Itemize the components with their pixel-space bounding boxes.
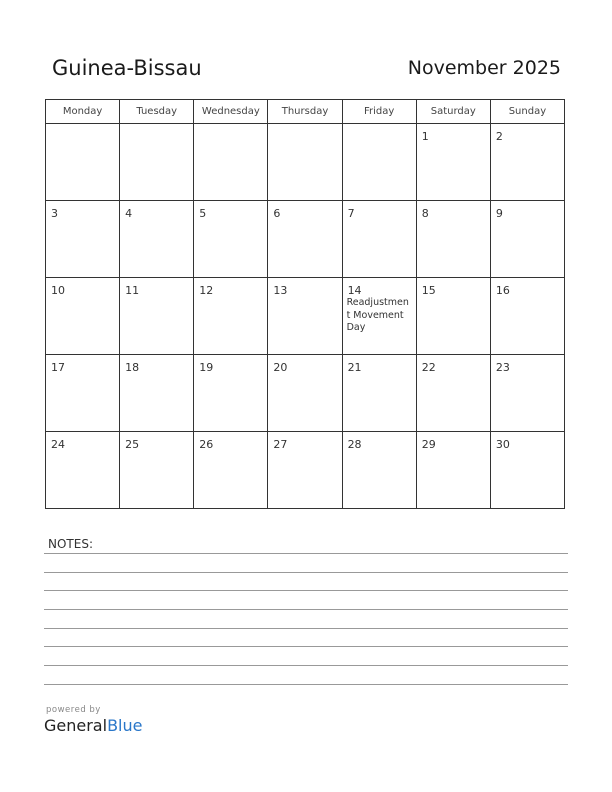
day-number: 30 — [495, 438, 510, 451]
day-cell — [416, 201, 490, 278]
day-cell — [342, 355, 416, 432]
weekday-header: Tuesday — [120, 100, 194, 124]
week-row — [46, 278, 565, 355]
day-cell — [342, 432, 416, 509]
day-cell — [342, 278, 416, 355]
day-cell — [194, 278, 268, 355]
day-number: 6 — [273, 207, 281, 220]
day-cell — [416, 432, 490, 509]
day-number: 18 — [125, 361, 140, 374]
day-cell — [416, 124, 490, 201]
powered-by-text: powered by — [46, 705, 101, 715]
day-number: 4 — [125, 207, 133, 220]
day-number: 11 — [125, 284, 140, 297]
note-line — [44, 646, 568, 647]
day-number: 12 — [199, 284, 214, 297]
day-cell — [194, 124, 268, 201]
day-cell — [268, 355, 342, 432]
day-cell — [194, 355, 268, 432]
note-line — [44, 628, 568, 629]
day-number: 5 — [199, 207, 207, 220]
day-number: 2 — [495, 130, 503, 143]
week-row — [46, 432, 565, 509]
day-number: 10 — [51, 284, 65, 297]
week-row — [46, 124, 565, 201]
day-number: 26 — [199, 438, 214, 451]
day-cell — [46, 278, 120, 355]
week-row — [46, 355, 565, 432]
month-title: November 2025 — [407, 57, 561, 79]
weekday-header: Saturday — [416, 100, 490, 124]
day-cell — [490, 355, 564, 432]
day-cell — [120, 355, 194, 432]
note-line — [44, 665, 568, 666]
day-number: 17 — [51, 361, 65, 374]
day-number: 24 — [51, 438, 65, 451]
day-cell — [120, 201, 194, 278]
country-title: Guinea-Bissau — [52, 56, 202, 80]
day-number: 9 — [495, 207, 503, 220]
day-number: 13 — [273, 284, 288, 297]
day-number: 25 — [125, 438, 140, 451]
day-number: 23 — [495, 361, 510, 374]
notes-label: NOTES: — [48, 537, 93, 551]
weekday-header: Thursday — [268, 100, 342, 124]
note-line — [44, 553, 568, 554]
day-number: 19 — [199, 361, 214, 374]
day-number: 21 — [347, 361, 362, 374]
calendar-grid — [45, 99, 565, 509]
weekday-header: Monday — [46, 100, 120, 124]
day-cell — [46, 432, 120, 509]
note-line — [44, 590, 568, 591]
day-number: 8 — [421, 207, 429, 220]
day-cell — [268, 201, 342, 278]
day-cell — [490, 432, 564, 509]
day-cell — [416, 278, 490, 355]
day-cell — [268, 278, 342, 355]
day-cell — [120, 432, 194, 509]
weekday-header: Sunday — [490, 100, 564, 124]
day-cell — [46, 355, 120, 432]
day-cell — [194, 432, 268, 509]
brand-general: General — [44, 716, 108, 735]
day-number: 22 — [421, 361, 436, 374]
note-line — [44, 609, 568, 610]
day-number: 14 — [347, 284, 362, 297]
day-cell — [342, 201, 416, 278]
note-line — [44, 684, 568, 685]
day-cell — [120, 278, 194, 355]
day-cell — [46, 201, 120, 278]
brand-blue: Blue — [107, 716, 143, 735]
day-cell — [490, 124, 564, 201]
day-number: 7 — [347, 207, 355, 220]
day-cell — [490, 278, 564, 355]
day-cell — [46, 124, 120, 201]
weekday-header-row — [46, 100, 565, 124]
day-number: 27 — [273, 438, 288, 451]
day-cell — [490, 201, 564, 278]
weekday-header: Wednesday — [194, 100, 268, 124]
day-cell — [416, 355, 490, 432]
note-line — [44, 572, 568, 573]
day-cell — [342, 124, 416, 201]
weekday-header: Friday — [342, 100, 416, 124]
day-number: 16 — [495, 284, 510, 297]
day-number: 3 — [51, 207, 58, 220]
day-number: 1 — [421, 130, 429, 143]
holiday-label: Readjustment Movement Day — [346, 297, 409, 333]
day-number: 28 — [347, 438, 362, 451]
week-row — [46, 201, 565, 278]
day-cell — [268, 124, 342, 201]
day-cell — [268, 432, 342, 509]
day-number: 20 — [273, 361, 288, 374]
day-cell — [194, 201, 268, 278]
day-cell — [120, 124, 194, 201]
brand-logo — [44, 716, 142, 735]
day-number: 15 — [421, 284, 436, 297]
day-number: 29 — [421, 438, 436, 451]
